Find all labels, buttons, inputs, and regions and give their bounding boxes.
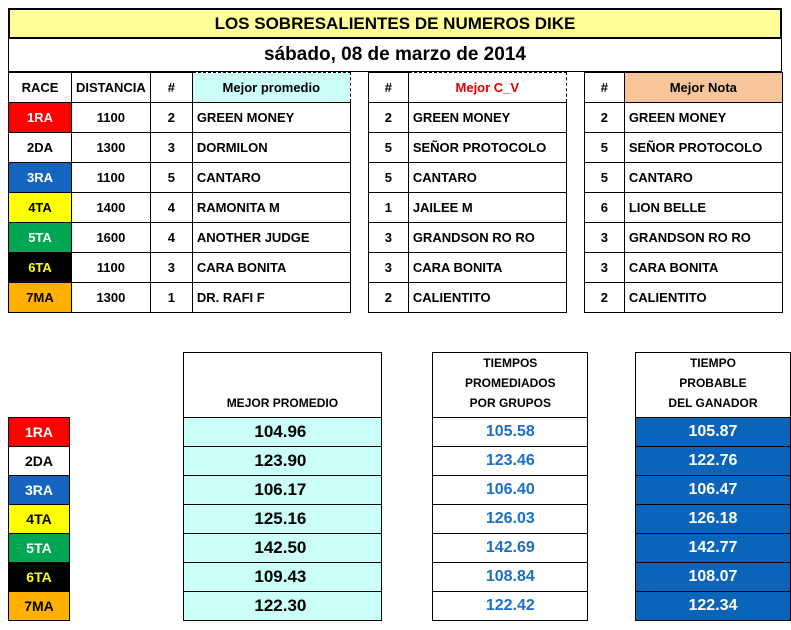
- tiempo-ganador: 142.77: [635, 534, 790, 563]
- cv-horse: GREEN MONEY: [408, 103, 566, 133]
- header-empty: [9, 353, 70, 418]
- column-gap: [381, 476, 432, 505]
- times-row: [9, 592, 791, 621]
- race-badge: 1RA: [9, 103, 72, 133]
- mp-horse: RAMONITA M: [192, 193, 350, 223]
- race-row: [9, 253, 783, 283]
- race-distance: 1100: [72, 253, 151, 283]
- tiempo-ganador: 105.87: [635, 418, 790, 447]
- header-distancia: DISTANCIA: [72, 73, 151, 103]
- column-gap: [350, 223, 368, 253]
- race-badge: 4TA: [9, 193, 72, 223]
- nota-horse: SEÑOR PROTOCOLO: [624, 133, 782, 163]
- picks-header-row: [9, 73, 783, 103]
- cv-number: 1: [368, 193, 408, 223]
- mp-horse: DORMILON: [192, 133, 350, 163]
- race-distance: 1300: [72, 283, 151, 313]
- times-header-row: [9, 353, 791, 418]
- column-gap: [70, 476, 184, 505]
- tiempo-grupos: 106.40: [433, 476, 588, 505]
- column-gap: [381, 563, 432, 592]
- race-distance: 1600: [72, 223, 151, 253]
- column-gap: [70, 534, 184, 563]
- mp-horse: CANTARO: [192, 163, 350, 193]
- column-gap: [381, 505, 432, 534]
- column-gap: [350, 133, 368, 163]
- nota-number: 2: [584, 283, 624, 313]
- cv-number: 2: [368, 103, 408, 133]
- times-row: [9, 476, 791, 505]
- race-distance: 1100: [72, 163, 151, 193]
- column-gap: [588, 563, 636, 592]
- mp-number: 3: [150, 253, 192, 283]
- nota-number: 3: [584, 223, 624, 253]
- mejor-promedio-time: 123.90: [183, 447, 381, 476]
- nota-horse: GREEN MONEY: [624, 103, 782, 133]
- mp-number: 2: [150, 103, 192, 133]
- mp-number: 4: [150, 193, 192, 223]
- column-gap: [566, 223, 584, 253]
- nota-horse: CARA BONITA: [624, 253, 782, 283]
- tiempo-grupos: 142.69: [433, 534, 588, 563]
- race-badge: 2DA: [9, 447, 70, 476]
- column-gap: [566, 253, 584, 283]
- column-gap: [350, 253, 368, 283]
- mejor-promedio-time: 125.16: [183, 505, 381, 534]
- nota-number: 5: [584, 163, 624, 193]
- column-gap: [381, 418, 432, 447]
- header-mejor-nota: Mejor Nota: [624, 73, 782, 103]
- tiempo-ganador: 126.18: [635, 505, 790, 534]
- cv-horse: CALIENTITO: [408, 283, 566, 313]
- mp-number: 4: [150, 223, 192, 253]
- tiempo-ganador: 106.47: [635, 476, 790, 505]
- header-ganador-line3: DEL GANADOR: [668, 396, 758, 410]
- race-badge: 6TA: [9, 563, 70, 592]
- column-gap: [588, 418, 636, 447]
- mejor-promedio-time: 106.17: [183, 476, 381, 505]
- race-row: [9, 223, 783, 253]
- cv-number: 5: [368, 163, 408, 193]
- race-badge: 6TA: [9, 253, 72, 283]
- race-badge: 2DA: [9, 133, 72, 163]
- nota-horse: CANTARO: [624, 163, 782, 193]
- picks-table: [8, 72, 783, 313]
- cv-number: 3: [368, 223, 408, 253]
- tiempo-ganador: 122.34: [635, 592, 790, 621]
- column-gap: [350, 73, 368, 103]
- mp-horse: GREEN MONEY: [192, 103, 350, 133]
- header-tiempos-line2: PROMEDIADOS: [464, 376, 556, 390]
- header-mejor-promedio-times: MEJOR PROMEDIO: [183, 353, 381, 418]
- cv-horse: CARA BONITA: [408, 253, 566, 283]
- column-gap: [566, 73, 584, 103]
- column-gap: [70, 447, 184, 476]
- mejor-promedio-time: 104.96: [183, 418, 381, 447]
- race-row: [9, 133, 783, 163]
- column-gap: [350, 163, 368, 193]
- nota-number: 3: [584, 253, 624, 283]
- mp-number: 5: [150, 163, 192, 193]
- tiempo-grupos: 108.84: [433, 563, 588, 592]
- mejor-promedio-time: 122.30: [183, 592, 381, 621]
- mejor-promedio-time: 109.43: [183, 563, 381, 592]
- column-gap: [588, 592, 636, 621]
- cv-horse: CANTARO: [408, 163, 566, 193]
- header-tiempos-grupos: [433, 353, 588, 418]
- header-hash: #: [368, 73, 408, 103]
- column-gap: [588, 534, 636, 563]
- mejor-promedio-time: 142.50: [183, 534, 381, 563]
- column-gap: [566, 103, 584, 133]
- header-mejor-cv: Mejor C_V: [408, 73, 566, 103]
- header-tiempo-ganador: [635, 353, 790, 418]
- times-row: [9, 534, 791, 563]
- race-row: [9, 103, 783, 133]
- header-hash: #: [150, 73, 192, 103]
- header-ganador-line2: PROBABLE: [679, 376, 747, 390]
- nota-horse: LION BELLE: [624, 193, 782, 223]
- column-gap: [588, 353, 636, 418]
- column-gap: [566, 283, 584, 313]
- race-badge: 7MA: [9, 283, 72, 313]
- race-distance: 1300: [72, 133, 151, 163]
- race-date: sábado, 08 de marzo de 2014: [8, 39, 782, 72]
- header-race: RACE: [9, 73, 72, 103]
- column-gap: [588, 447, 636, 476]
- header-tiempos-line1: TIEMPOS: [483, 356, 538, 370]
- race-distance: 1100: [72, 103, 151, 133]
- column-gap: [70, 353, 184, 418]
- column-gap: [566, 193, 584, 223]
- cv-horse: JAILEE M: [408, 193, 566, 223]
- column-gap: [381, 592, 432, 621]
- header-ganador-line1: TIEMPO: [689, 356, 736, 370]
- tiempo-ganador: 108.07: [635, 563, 790, 592]
- column-gap: [70, 592, 184, 621]
- mp-number: 3: [150, 133, 192, 163]
- sheet-title: LOS SOBRESALIENTES DE NUMEROS DIKE: [8, 8, 782, 39]
- cv-number: 2: [368, 283, 408, 313]
- column-gap: [381, 353, 432, 418]
- mp-horse: CARA BONITA: [192, 253, 350, 283]
- column-gap: [350, 283, 368, 313]
- column-gap: [566, 133, 584, 163]
- header-mejor-promedio: Mejor promedio: [192, 73, 350, 103]
- nota-horse: GRANDSON RO RO: [624, 223, 782, 253]
- nota-number: 2: [584, 103, 624, 133]
- mp-number: 1: [150, 283, 192, 313]
- cv-horse: SEÑOR PROTOCOLO: [408, 133, 566, 163]
- race-row: [9, 283, 783, 313]
- column-gap: [350, 103, 368, 133]
- race-badge: 7MA: [9, 592, 70, 621]
- race-badge: 1RA: [9, 418, 70, 447]
- race-badge: 4TA: [9, 505, 70, 534]
- race-badge: 3RA: [9, 476, 70, 505]
- tiempo-ganador: 122.76: [635, 447, 790, 476]
- column-gap: [381, 534, 432, 563]
- cv-number: 5: [368, 133, 408, 163]
- column-gap: [70, 418, 184, 447]
- column-gap: [588, 505, 636, 534]
- header-hash: #: [584, 73, 624, 103]
- times-row: [9, 563, 791, 592]
- race-badge: 3RA: [9, 163, 72, 193]
- times-table: [8, 352, 791, 621]
- race-distance: 1400: [72, 193, 151, 223]
- times-row: [9, 418, 791, 447]
- times-row: [9, 447, 791, 476]
- column-gap: [588, 476, 636, 505]
- race-row: [9, 193, 783, 223]
- mp-horse: ANOTHER JUDGE: [192, 223, 350, 253]
- column-gap: [566, 163, 584, 193]
- tiempo-grupos: 122.42: [433, 592, 588, 621]
- column-gap: [70, 505, 184, 534]
- column-gap: [350, 193, 368, 223]
- race-row: [9, 163, 783, 193]
- nota-horse: CALIENTITO: [624, 283, 782, 313]
- tiempo-grupos: 105.58: [433, 418, 588, 447]
- column-gap: [381, 447, 432, 476]
- header-tiempos-line3: POR GRUPOS: [469, 396, 551, 410]
- cv-number: 3: [368, 253, 408, 283]
- nota-number: 6: [584, 193, 624, 223]
- tiempo-grupos: 123.46: [433, 447, 588, 476]
- times-row: [9, 505, 791, 534]
- nota-number: 5: [584, 133, 624, 163]
- race-badge: 5TA: [9, 534, 70, 563]
- cv-horse: GRANDSON RO RO: [408, 223, 566, 253]
- tiempo-grupos: 126.03: [433, 505, 588, 534]
- race-badge: 5TA: [9, 223, 72, 253]
- mp-horse: DR. RAFI F: [192, 283, 350, 313]
- column-gap: [70, 563, 184, 592]
